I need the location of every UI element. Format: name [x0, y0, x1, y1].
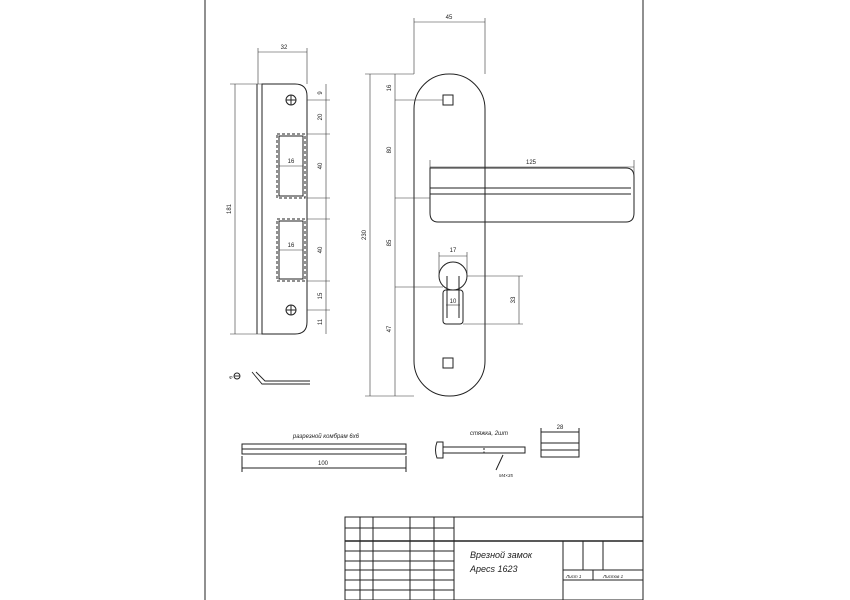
strike-width-dim: 32 [280, 45, 288, 51]
key-length-dim: 100 [317, 461, 329, 467]
strike-slot1-height-dim: 40 [318, 162, 324, 170]
handle-lever [430, 168, 634, 222]
cylinder-width-dim: 17 [449, 248, 457, 254]
strike-height-dim: 181 [227, 203, 233, 215]
screw-label: стяжка, 2шт [469, 431, 509, 437]
strike-bottom-gap-dim: 15 [318, 292, 324, 300]
handle-top-offset-dim: 16 [387, 84, 393, 92]
handle-width-dim: 45 [445, 15, 453, 21]
strike-gap1-dim: 20 [318, 113, 324, 121]
sheets-count-label: Листов 1 [603, 574, 624, 579]
cylinder-height-dim: 33 [511, 296, 517, 304]
handle-to-cylinder-dim: 85 [387, 239, 393, 247]
screw-length-dim: 28 [556, 425, 564, 431]
sheet-frame [205, 0, 643, 600]
sheet-number-label: Лист 1 [566, 574, 582, 579]
title-line-2: Apecs 1623 [470, 564, 518, 574]
cylinder-hole [439, 262, 467, 324]
strike-slot2-height-dim: 40 [318, 246, 324, 254]
title-line-1: Врезной замок [470, 550, 533, 560]
strike-plate-dimensions [230, 48, 330, 334]
handle-plate [414, 74, 485, 396]
bracket-mark: Ф [229, 375, 233, 380]
strike-top-offset-dim: 9 [318, 91, 324, 95]
key-note-label: разрезной комбрам 6x6 [292, 434, 360, 440]
strike-bottom-offset-dim: 11 [318, 318, 324, 326]
lever-length-dim: 125 [525, 160, 537, 166]
bracket-detail [234, 372, 310, 384]
handle-bottom-offset-dim: 47 [387, 325, 393, 333]
strike-slot2-width-dim: 16 [287, 243, 295, 249]
strike-slot1-width-dim: 16 [287, 159, 295, 165]
handle-height-dim: 230 [362, 229, 368, 241]
handle-dimensions [365, 18, 634, 396]
cylinder-inner-dim: 10 [449, 299, 457, 305]
strike-plate [257, 84, 307, 334]
handle-to-lever-dim: 80 [387, 146, 393, 154]
screw-thread-note: M4×35 [499, 473, 513, 478]
key-bar [242, 444, 406, 472]
